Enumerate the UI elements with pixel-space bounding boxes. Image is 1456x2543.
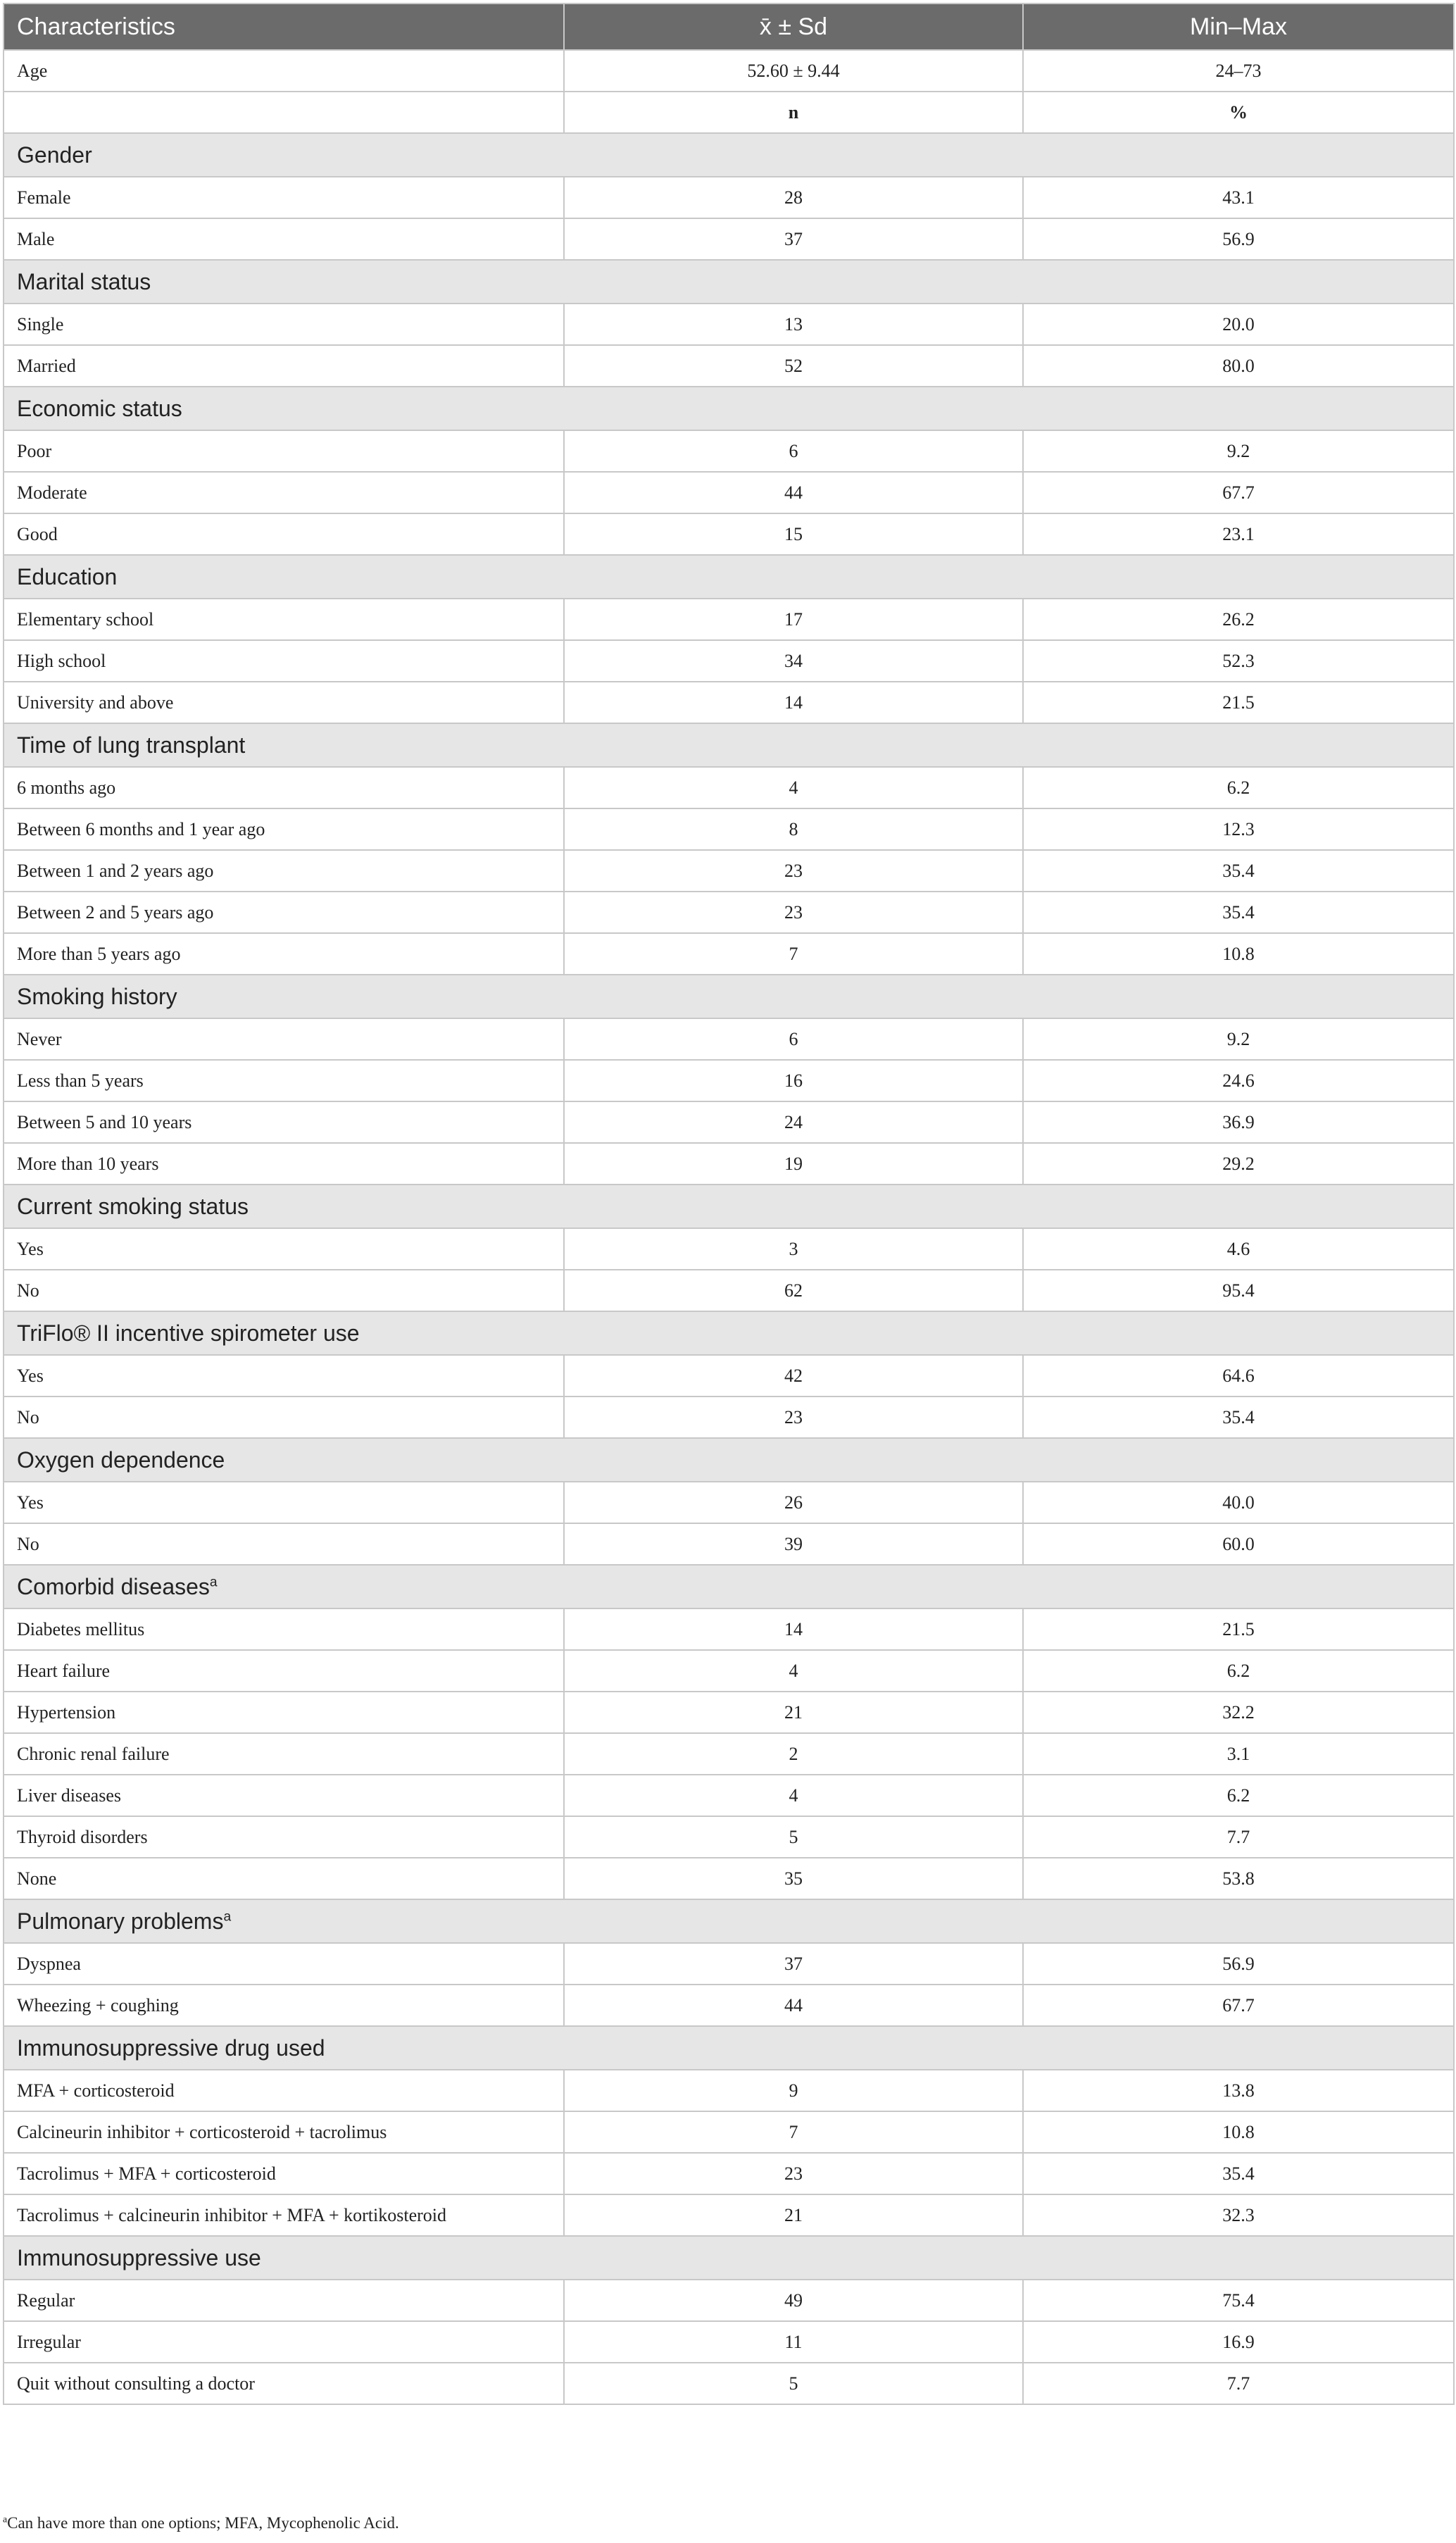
table-row — [4, 1608, 1454, 1650]
age-row — [4, 50, 1454, 92]
section-title-cell — [4, 975, 1454, 1018]
table-row — [4, 850, 1454, 892]
row-label: Between 1 and 2 years ago — [4, 850, 564, 892]
row-percent: 6.2 — [1023, 1650, 1454, 1692]
row-percent: 64.6 — [1023, 1355, 1454, 1397]
row-label: Dyspnea — [4, 1943, 564, 1985]
section-header-row — [4, 1438, 1454, 1482]
row-label: Yes — [4, 1355, 564, 1397]
table-row — [4, 682, 1454, 723]
row-count: 44 — [564, 472, 1023, 513]
row-count: 21 — [564, 2194, 1023, 2236]
row-percent: 95.4 — [1023, 1270, 1454, 1311]
row-label: MFA + corticosteroid — [4, 2070, 564, 2111]
row-percent: 12.3 — [1023, 808, 1454, 850]
table-footnote — [3, 2514, 399, 2532]
row-label: Chronic renal failure — [4, 1733, 564, 1775]
table-row — [4, 2280, 1454, 2321]
age-mean-sd: 52.60 ± 9.44 — [564, 50, 1023, 92]
table-row — [4, 1943, 1454, 1985]
section-header-row — [4, 387, 1454, 430]
row-count: 3 — [564, 1228, 1023, 1270]
footnote-marker: a — [3, 2513, 8, 2525]
age-label: Age — [4, 50, 564, 92]
row-count: 21 — [564, 1692, 1023, 1733]
row-label: Poor — [4, 430, 564, 472]
row-count: 13 — [564, 304, 1023, 345]
row-count: 17 — [564, 599, 1023, 640]
row-label: Heart failure — [4, 1650, 564, 1692]
section-title-cell — [4, 133, 1454, 177]
section-title: Pulmonary problems — [17, 1908, 224, 1934]
table-row — [4, 2363, 1454, 2404]
row-percent: 10.8 — [1023, 2111, 1454, 2153]
table-row — [4, 640, 1454, 682]
row-percent: 21.5 — [1023, 1608, 1454, 1650]
row-count: 7 — [564, 933, 1023, 975]
table-row — [4, 218, 1454, 260]
row-percent: 80.0 — [1023, 345, 1454, 387]
section-header-row — [4, 1185, 1454, 1228]
section-title: Immunosuppressive drug used — [17, 2035, 325, 2061]
row-percent: 20.0 — [1023, 304, 1454, 345]
row-label: Tacrolimus + MFA + corticosteroid — [4, 2153, 564, 2194]
row-count: 16 — [564, 1060, 1023, 1101]
table-row — [4, 2111, 1454, 2153]
row-count: 11 — [564, 2321, 1023, 2363]
table-row — [4, 1355, 1454, 1397]
table-row — [4, 1482, 1454, 1523]
section-title: Time of lung transplant — [17, 732, 246, 758]
row-label: No — [4, 1523, 564, 1565]
row-label: Single — [4, 304, 564, 345]
section-title-cell — [4, 723, 1454, 767]
table-row — [4, 808, 1454, 850]
subheader-label — [4, 92, 564, 133]
row-percent: 4.6 — [1023, 1228, 1454, 1270]
row-label: Moderate — [4, 472, 564, 513]
table-row — [4, 513, 1454, 555]
section-footnote-marker: a — [223, 1908, 232, 1924]
characteristics-table — [3, 3, 1455, 2405]
section-footnote-marker: a — [209, 1574, 218, 1589]
section-header-row — [4, 133, 1454, 177]
row-label: Liver diseases — [4, 1775, 564, 1816]
table-row — [4, 177, 1454, 218]
row-percent: 9.2 — [1023, 430, 1454, 472]
row-count: 4 — [564, 1650, 1023, 1692]
row-percent: 26.2 — [1023, 599, 1454, 640]
row-label: More than 10 years — [4, 1143, 564, 1185]
row-percent: 6.2 — [1023, 1775, 1454, 1816]
section-title: Immunosuppressive use — [17, 2244, 261, 2270]
table-row — [4, 1397, 1454, 1438]
row-count: 39 — [564, 1523, 1023, 1565]
section-title-cell — [4, 2026, 1454, 2070]
row-count: 4 — [564, 767, 1023, 808]
row-percent: 32.2 — [1023, 1692, 1454, 1733]
section-title-cell — [4, 2236, 1454, 2280]
row-percent: 23.1 — [1023, 513, 1454, 555]
row-count: 15 — [564, 513, 1023, 555]
row-label: Between 2 and 5 years ago — [4, 892, 564, 933]
row-count: 35 — [564, 1858, 1023, 1899]
section-header-row — [4, 260, 1454, 304]
row-percent: 43.1 — [1023, 177, 1454, 218]
table-row — [4, 1692, 1454, 1733]
row-percent: 35.4 — [1023, 2153, 1454, 2194]
section-title: Smoking history — [17, 983, 177, 1009]
subheader-n: n — [564, 92, 1023, 133]
table-row — [4, 1228, 1454, 1270]
section-title: Current smoking status — [17, 1193, 249, 1219]
table-row — [4, 430, 1454, 472]
table-row — [4, 345, 1454, 387]
row-label: More than 5 years ago — [4, 933, 564, 975]
table-row — [4, 2153, 1454, 2194]
table-row — [4, 1775, 1454, 1816]
table-row — [4, 1060, 1454, 1101]
section-title-cell — [4, 1311, 1454, 1355]
row-count: 8 — [564, 808, 1023, 850]
row-count: 9 — [564, 2070, 1023, 2111]
row-percent: 9.2 — [1023, 1018, 1454, 1060]
row-count: 23 — [564, 850, 1023, 892]
row-label: Yes — [4, 1228, 564, 1270]
row-label: No — [4, 1270, 564, 1311]
table-row — [4, 1733, 1454, 1775]
footnote-text: Can have more than one options; MFA, Mycophenolic Acid. — [7, 2514, 399, 2532]
row-label: Thyroid disorders — [4, 1816, 564, 1858]
row-count: 42 — [564, 1355, 1023, 1397]
row-label: University and above — [4, 682, 564, 723]
row-count: 23 — [564, 2153, 1023, 2194]
table-row — [4, 767, 1454, 808]
section-title: Economic status — [17, 395, 182, 421]
table-row — [4, 1143, 1454, 1185]
row-count: 6 — [564, 430, 1023, 472]
section-title-cell — [4, 1438, 1454, 1482]
row-percent: 10.8 — [1023, 933, 1454, 975]
section-header-row — [4, 975, 1454, 1018]
row-count: 28 — [564, 177, 1023, 218]
row-label: High school — [4, 640, 564, 682]
section-title: Gender — [17, 142, 92, 168]
row-percent: 29.2 — [1023, 1143, 1454, 1185]
table-row — [4, 933, 1454, 975]
row-percent: 35.4 — [1023, 1397, 1454, 1438]
header-characteristics: Characteristics — [4, 4, 564, 50]
row-label: Elementary school — [4, 599, 564, 640]
row-count: 19 — [564, 1143, 1023, 1185]
section-title-cell — [4, 1185, 1454, 1228]
section-header-row — [4, 723, 1454, 767]
table-row — [4, 2194, 1454, 2236]
row-percent: 52.3 — [1023, 640, 1454, 682]
age-range: 24–73 — [1023, 50, 1454, 92]
row-label: None — [4, 1858, 564, 1899]
row-count: 23 — [564, 892, 1023, 933]
row-count: 4 — [564, 1775, 1023, 1816]
table-row — [4, 1018, 1454, 1060]
table-row — [4, 304, 1454, 345]
row-label: Hypertension — [4, 1692, 564, 1733]
row-count: 14 — [564, 1608, 1023, 1650]
section-title-cell — [4, 1899, 1454, 1943]
row-label: Good — [4, 513, 564, 555]
row-label: Diabetes mellitus — [4, 1608, 564, 1650]
row-percent: 67.7 — [1023, 1985, 1454, 2026]
row-label: Female — [4, 177, 564, 218]
section-header-row — [4, 1899, 1454, 1943]
row-percent: 56.9 — [1023, 218, 1454, 260]
characteristics-table-container — [3, 3, 1453, 2405]
row-count: 37 — [564, 1943, 1023, 1985]
row-label: Wheezing + coughing — [4, 1985, 564, 2026]
row-percent: 21.5 — [1023, 682, 1454, 723]
section-header-row — [4, 1565, 1454, 1608]
row-label: Between 5 and 10 years — [4, 1101, 564, 1143]
section-title: Education — [17, 563, 118, 589]
row-count: 24 — [564, 1101, 1023, 1143]
table-row — [4, 1985, 1454, 2026]
table-row — [4, 1816, 1454, 1858]
row-label: Quit without consulting a doctor — [4, 2363, 564, 2404]
row-count: 2 — [564, 1733, 1023, 1775]
table-row — [4, 892, 1454, 933]
section-title-cell — [4, 387, 1454, 430]
row-percent: 7.7 — [1023, 1816, 1454, 1858]
row-count: 7 — [564, 2111, 1023, 2153]
row-count: 44 — [564, 1985, 1023, 2026]
row-label: Tacrolimus + calcineurin inhibitor + MFA + kortikosteroid — [4, 2194, 564, 2236]
header-mean-sd: x̄ ± Sd — [564, 4, 1023, 50]
row-percent: 16.9 — [1023, 2321, 1454, 2363]
row-count: 26 — [564, 1482, 1023, 1523]
row-percent: 35.4 — [1023, 850, 1454, 892]
row-percent: 7.7 — [1023, 2363, 1454, 2404]
row-label: No — [4, 1397, 564, 1438]
row-label: Married — [4, 345, 564, 387]
section-header-row — [4, 555, 1454, 599]
section-title: TriFlo® II incentive spirometer use — [17, 1320, 360, 1346]
row-label: Male — [4, 218, 564, 260]
table-row — [4, 599, 1454, 640]
header-min-max: Min–Max — [1023, 4, 1454, 50]
count-subheader-row — [4, 92, 1454, 133]
row-percent: 3.1 — [1023, 1733, 1454, 1775]
table-row — [4, 1650, 1454, 1692]
row-count: 5 — [564, 2363, 1023, 2404]
section-title: Comorbid diseases — [17, 1573, 210, 1599]
row-count: 14 — [564, 682, 1023, 723]
row-percent: 67.7 — [1023, 472, 1454, 513]
row-label: Less than 5 years — [4, 1060, 564, 1101]
section-title-cell — [4, 555, 1454, 599]
section-header-row — [4, 2236, 1454, 2280]
row-label: 6 months ago — [4, 767, 564, 808]
section-header-row — [4, 1311, 1454, 1355]
row-percent: 36.9 — [1023, 1101, 1454, 1143]
row-percent: 35.4 — [1023, 892, 1454, 933]
row-label: Irregular — [4, 2321, 564, 2363]
row-label: Yes — [4, 1482, 564, 1523]
table-row — [4, 1270, 1454, 1311]
table-header-row — [4, 4, 1454, 50]
row-count: 34 — [564, 640, 1023, 682]
row-count: 6 — [564, 1018, 1023, 1060]
row-percent: 56.9 — [1023, 1943, 1454, 1985]
row-count: 52 — [564, 345, 1023, 387]
row-label: Calcineurin inhibitor + corticosteroid + tacrolimus — [4, 2111, 564, 2153]
row-count: 49 — [564, 2280, 1023, 2321]
row-percent: 13.8 — [1023, 2070, 1454, 2111]
row-label: Regular — [4, 2280, 564, 2321]
section-title-cell — [4, 1565, 1454, 1608]
table-row — [4, 1523, 1454, 1565]
section-header-row — [4, 2026, 1454, 2070]
row-count: 5 — [564, 1816, 1023, 1858]
section-title: Oxygen dependence — [17, 1447, 225, 1473]
row-percent: 24.6 — [1023, 1060, 1454, 1101]
table-row — [4, 1858, 1454, 1899]
row-count: 37 — [564, 218, 1023, 260]
row-percent: 6.2 — [1023, 767, 1454, 808]
table-row — [4, 2321, 1454, 2363]
table-row — [4, 472, 1454, 513]
subheader-percent: % — [1023, 92, 1454, 133]
row-count: 23 — [564, 1397, 1023, 1438]
table-row — [4, 2070, 1454, 2111]
row-percent: 53.8 — [1023, 1858, 1454, 1899]
table-row — [4, 1101, 1454, 1143]
section-title: Marital status — [17, 268, 151, 294]
row-percent: 60.0 — [1023, 1523, 1454, 1565]
row-label: Never — [4, 1018, 564, 1060]
row-percent: 40.0 — [1023, 1482, 1454, 1523]
section-title-cell — [4, 260, 1454, 304]
row-label: Between 6 months and 1 year ago — [4, 808, 564, 850]
row-percent: 32.3 — [1023, 2194, 1454, 2236]
row-count: 62 — [564, 1270, 1023, 1311]
row-percent: 75.4 — [1023, 2280, 1454, 2321]
